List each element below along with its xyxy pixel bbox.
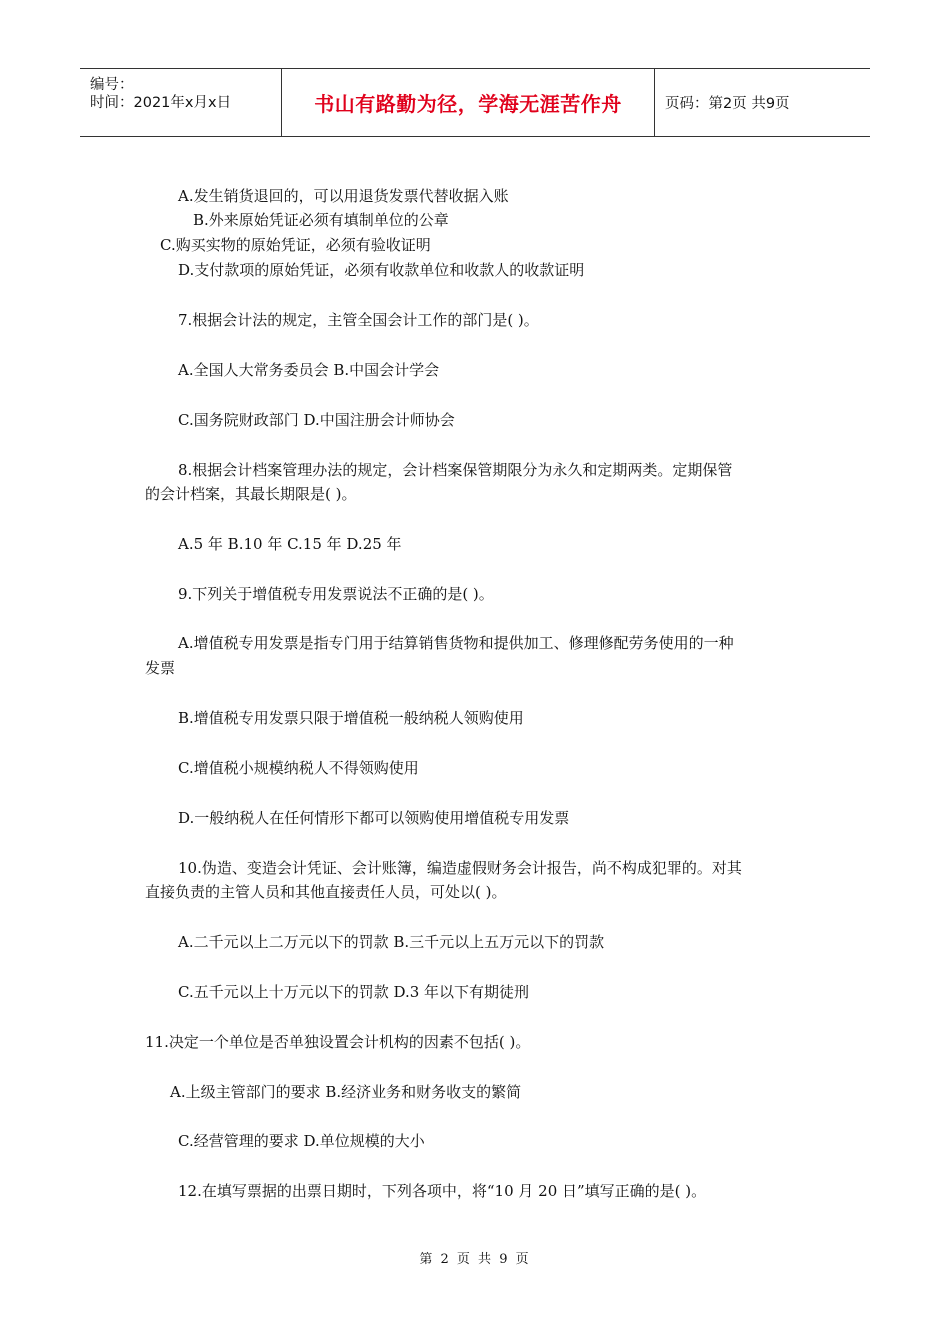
page-header — [80, 68, 870, 137]
question-line: 11.决定一个单位是否单独设置会计机构的因素不包括( )。 — [145, 1033, 531, 1051]
question-line: 8.根据会计档案管理办法的规定，会计档案保管期限分为永久和定期两类。定期保管 — [178, 461, 733, 479]
header-meta — [80, 69, 282, 136]
option-line: C.五千元以上十万元以下的罚款 D.3 年以下有期徒刑 — [178, 983, 530, 1001]
option-line: C.国务院财政部门 D.中国注册会计师协会 — [178, 411, 455, 429]
option-line: C.增值税小规模纳税人不得领购使用 — [178, 759, 419, 777]
header-page-cell — [655, 69, 870, 136]
option-line: A.增值税专用发票是指专门用于结算销售货物和提供加工、修理修配劳务使用的一种 — [178, 634, 734, 652]
question-line: 7.根据会计法的规定，主管全国会计工作的部门是( )。 — [178, 311, 539, 329]
option-line: B.增值税专用发票只限于增值税一般纳税人领购使用 — [178, 709, 524, 727]
question-line: 10.伪造、变造会计凭证、会计账簿，编造虚假财务会计报告，尚不构成犯罪的。对其 — [178, 859, 742, 877]
header-motto: 书山有路勤为径，学海无涯苦作舟 — [314, 92, 622, 116]
option-line: C.购买实物的原始凭证，必须有验收证明 — [160, 236, 431, 254]
question-line: 12.在填写票据的出票日期时，下列各项中，将“10 月 20 日”填写正确的是( )。 — [178, 1182, 707, 1200]
question-line: 9.下列关于增值税专用发票说法不正确的是( )。 — [178, 585, 494, 603]
option-line: A.上级主管部门的要求 B.经济业务和财务收支的繁简 — [170, 1083, 522, 1101]
document-number-label: 编号： — [90, 77, 134, 93]
option-line: D.一般纳税人在任何情形下都可以领购使用增值税专用发票 — [178, 809, 570, 827]
option-line: A.发生销货退回的，可以用退货发票代替收据入账 — [178, 187, 509, 205]
option-line: B.外来原始凭证必须有填制单位的公章 — [193, 211, 449, 229]
option-line: A.全国人大常务委员会 B.中国会计学会 — [178, 361, 440, 379]
option-line: A.二千元以上二万元以下的罚款 B.三千元以上五万元以下的罚款 — [178, 933, 605, 951]
option-line: C.经营管理的要求 D.单位规模的大小 — [178, 1132, 425, 1150]
option-line: A.5 年 B.10 年 C.15 年 D.25 年 — [178, 535, 402, 553]
header-page-info: 页码：第2页 共9页 — [665, 96, 790, 112]
page-footer: 第 2 页 共 9 页 — [419, 1252, 531, 1267]
document-time: 时间：2021年x月x日 — [90, 95, 232, 111]
question-line: 的会计档案，其最长期限是( )。 — [145, 485, 357, 503]
question-line: 直接负责的主管人员和其他直接责任人员，可处以( )。 — [145, 883, 507, 901]
header-motto-cell — [282, 69, 655, 136]
option-line: 发票 — [145, 659, 176, 677]
option-line: D.支付款项的原始凭证，必须有收款单位和收款人的收款证明 — [178, 261, 585, 279]
